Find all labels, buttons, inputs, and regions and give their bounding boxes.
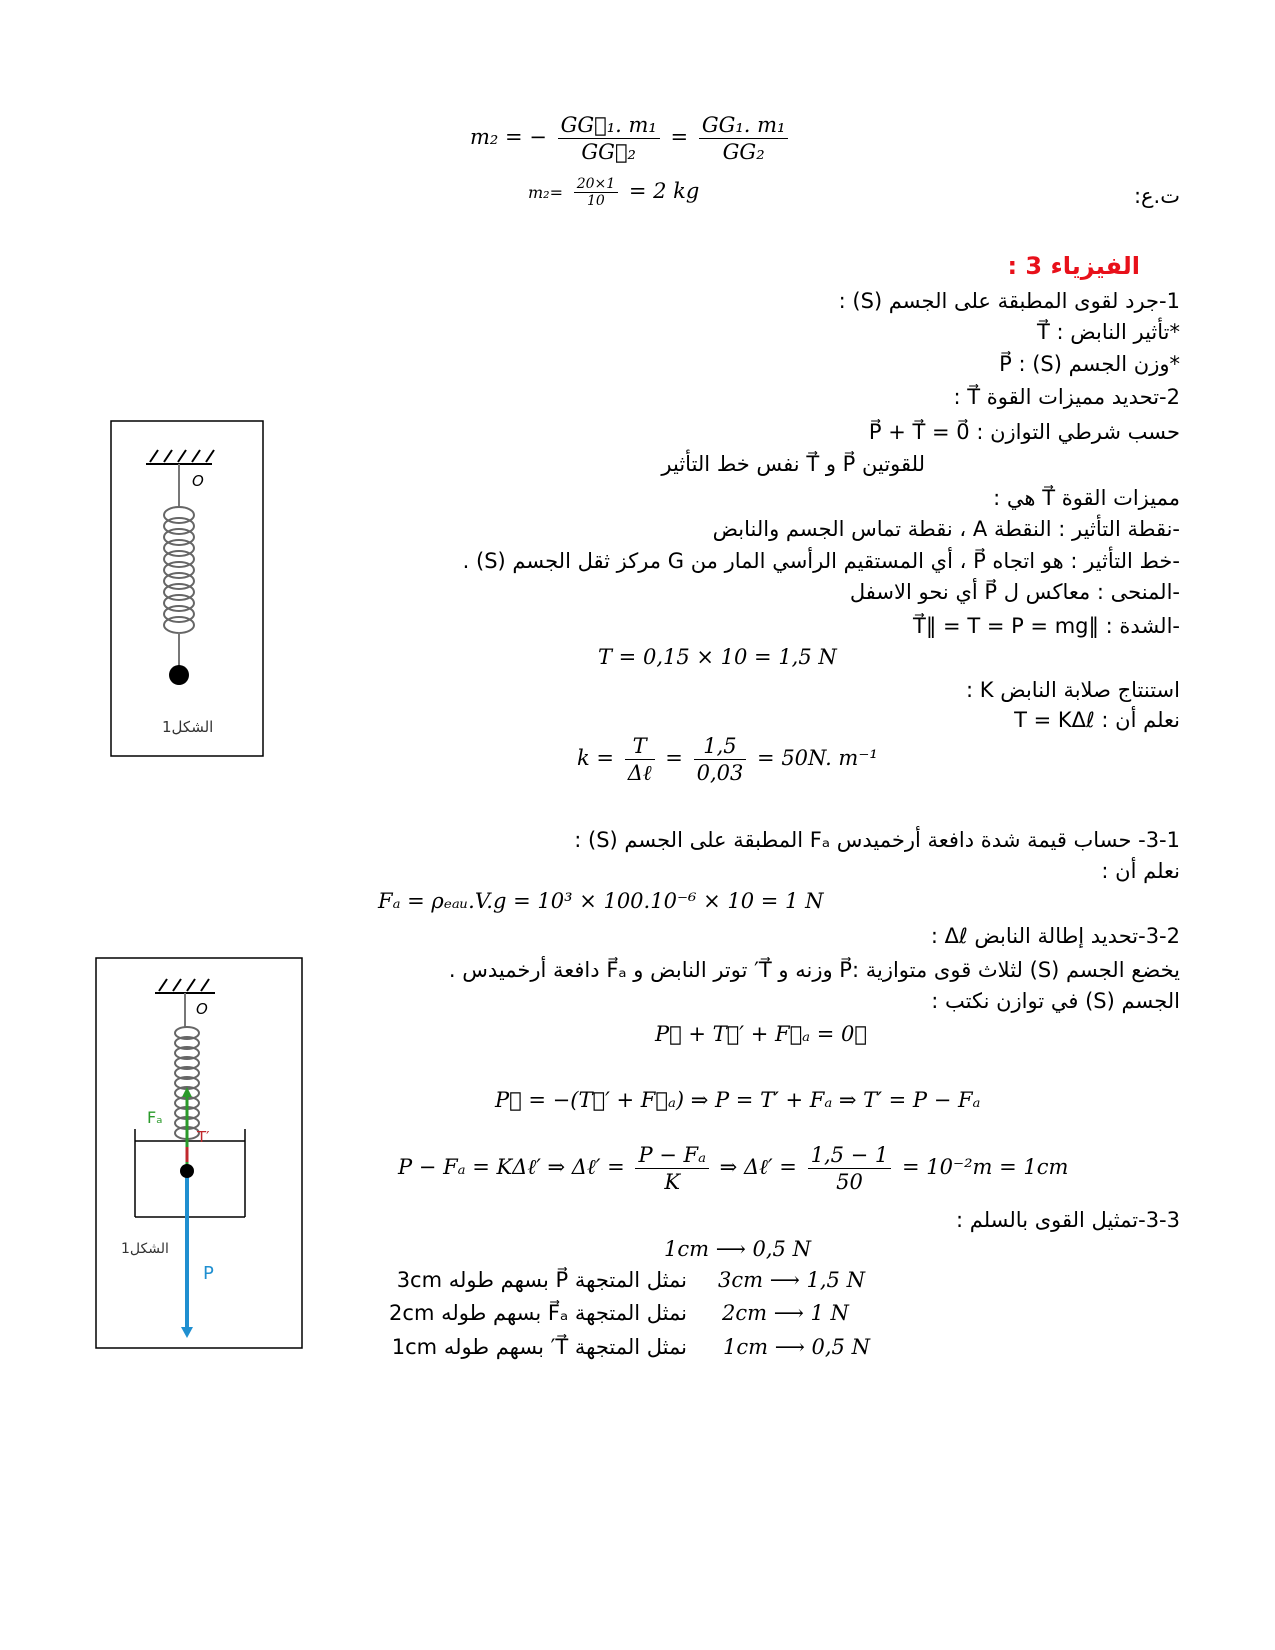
k-frac1-den: Δℓ xyxy=(627,761,652,785)
delta-frac1-num: P − Fₐ xyxy=(635,1142,709,1169)
direction-text: -المنحى : معاكس ل P⃗ أي نحو الاسفل xyxy=(849,580,1180,604)
deduce-k-text: استنتاج صلابة النابض K : xyxy=(966,678,1180,702)
m2-numeric-left: m₂= xyxy=(528,183,563,202)
equals: = xyxy=(670,125,689,149)
m2-numeric-result: = 2 kg xyxy=(628,179,700,203)
q2-text: 2-تحديد مميزات القوة T⃗ : xyxy=(953,385,1180,409)
q33-text: 3-3-تمثيل القوى بالسلم : xyxy=(956,1208,1180,1232)
mass-ball xyxy=(180,1164,194,1178)
delta-mid: ⇒ Δℓ′ = xyxy=(719,1155,797,1179)
three-forces-text: يخضع الجسم (S) لثلاث قوى متوازية :P⃗ وزنه و T⃗′ توتر النابض و F⃗ₐ دافعة أرخميدس . xyxy=(448,958,1180,982)
scale-row-ltr: 3cm ⟶ 1,5 N xyxy=(718,1268,865,1292)
scale-row-ltr: 2cm ⟶ 1 N xyxy=(722,1301,849,1325)
features-title: مميزات القوة T⃗ هي : xyxy=(993,486,1180,510)
k-frac2 xyxy=(694,733,747,786)
scale-text: 1cm ⟶ 0,5 N xyxy=(664,1237,811,1261)
same-line-text: للقوتين P⃗ و T⃗ نفس خط التأثير xyxy=(661,452,925,476)
figure-1-spring xyxy=(110,420,264,758)
m2-numeric-frac-den: 10 xyxy=(587,193,605,209)
mass-ball xyxy=(169,665,189,685)
delta-frac2-num: 1,5 − 1 xyxy=(808,1142,892,1169)
force-p-text: *وزن الجسم (S) : P⃗ xyxy=(999,352,1180,376)
point-o-label: O xyxy=(192,472,204,490)
k-left: k = xyxy=(577,746,614,770)
m2-frac1-num: GG⃗₁. m₁ xyxy=(558,112,660,139)
q32-text: 3-2-تحديد إطالة النابض Δℓ : xyxy=(930,924,1180,948)
delta-frac1-den: K xyxy=(664,1170,681,1194)
equilibrium-text: حسب شرطي التوازن : P⃗ + T⃗ = 0⃗ xyxy=(868,420,1180,444)
know-t-text: نعلم أن : T = KΔℓ xyxy=(1014,708,1180,732)
k-frac2-den: 0,03 xyxy=(696,761,744,785)
m2-frac2 xyxy=(699,112,789,165)
m2-numeric-frac-num: 20×1 xyxy=(574,176,618,193)
ta-label: ت.ع: xyxy=(1133,184,1180,208)
m2-formula xyxy=(470,112,792,165)
label-p: P xyxy=(203,1263,214,1284)
m2-numeric xyxy=(528,176,699,209)
point-of-action: -نقطة التأثير : النقطة A ، نقطة تماس الجسم والنابض xyxy=(712,517,1180,541)
delta-formula xyxy=(398,1142,1068,1195)
figure-2-archimedes xyxy=(95,957,303,1350)
m2-frac2-den: GG₂ xyxy=(722,140,765,164)
scale-row-ltr: 1cm ⟶ 0,5 N xyxy=(723,1335,870,1359)
scale-row-rtl: نمثل المتجهة F⃗ₐ بسهم طوله 2cm xyxy=(389,1301,687,1325)
q1-text: 1-جرد لقوى المطبقة على الجسم (S) : xyxy=(838,289,1180,313)
fa-formula: Fₐ = ρₑₐᵤ.V.g = 10³ × 100.10⁻⁶ × 10 = 1 N xyxy=(378,889,824,913)
delta-frac1 xyxy=(635,1142,709,1195)
k-frac1-num: T xyxy=(625,733,655,760)
k-frac1 xyxy=(625,733,655,786)
line-of-action: -خط التأثير : هو اتجاه P⃗ ، أي المستقيم الرأسي المار من G مركز ثقل الجسم (S) . xyxy=(462,549,1180,573)
figure-1-caption: الشكل1 xyxy=(162,718,214,736)
scale-row-rtl: نمثل المتجهة P⃗ بسهم طوله 3cm xyxy=(396,1268,687,1292)
m2-frac1-den: GG⃗₂ xyxy=(581,140,636,164)
label-t: T′ xyxy=(197,1128,210,1146)
point-o-label: O xyxy=(196,1000,208,1018)
m2-numeric-frac xyxy=(574,176,618,209)
scale-row-rtl: نمثل المتجهة T⃗′ بسهم طوله 1cm xyxy=(391,1335,687,1359)
section-title: الفيزياء 3 : xyxy=(1007,252,1140,280)
figure-2-caption: الشكل1 xyxy=(121,1241,169,1257)
magnitude-text: -الشدة : ‖T⃗‖ = T = P = mg xyxy=(913,614,1180,638)
k-formula xyxy=(577,733,878,786)
m2-frac2-num: GG₁. m₁ xyxy=(699,112,789,139)
delta-left: P − Fₐ = KΔℓ′ ⇒ Δℓ′ = xyxy=(398,1155,625,1179)
k-frac2-num: 1,5 xyxy=(694,733,747,760)
delta-frac2 xyxy=(808,1142,892,1195)
delta-frac2-den: 50 xyxy=(836,1170,863,1194)
know-text: نعلم أن : xyxy=(1101,859,1180,883)
m2-left: m₂ = − xyxy=(470,125,547,149)
q31-text: 3-1- حساب قيمة شدة دافعة أرخميدس Fₐ المطبقة على الجسم (S) : xyxy=(574,828,1180,852)
body-eq-text: الجسم (S) في توازن نكتب : xyxy=(931,989,1180,1013)
k-result: = 50N. m⁻¹ xyxy=(757,746,878,770)
t-value: T = 0,15 × 10 = 1,5 N xyxy=(598,645,837,669)
label-fa: Fₐ xyxy=(147,1108,163,1127)
vec-sum: P⃗ + T⃗′ + F⃗ₐ = 0⃗ xyxy=(655,1022,867,1046)
force-t-text: *تأثير النابض : T⃗ xyxy=(1037,320,1180,344)
derivation: P⃗ = −(T⃗′ + F⃗ₐ) ⇒ P = T′ + Fₐ ⇒ T′ = P − Fₐ xyxy=(495,1088,981,1112)
m2-frac1 xyxy=(558,112,660,165)
equals: = xyxy=(665,746,683,770)
delta-result: = 10⁻²m = 1cm xyxy=(902,1155,1069,1179)
